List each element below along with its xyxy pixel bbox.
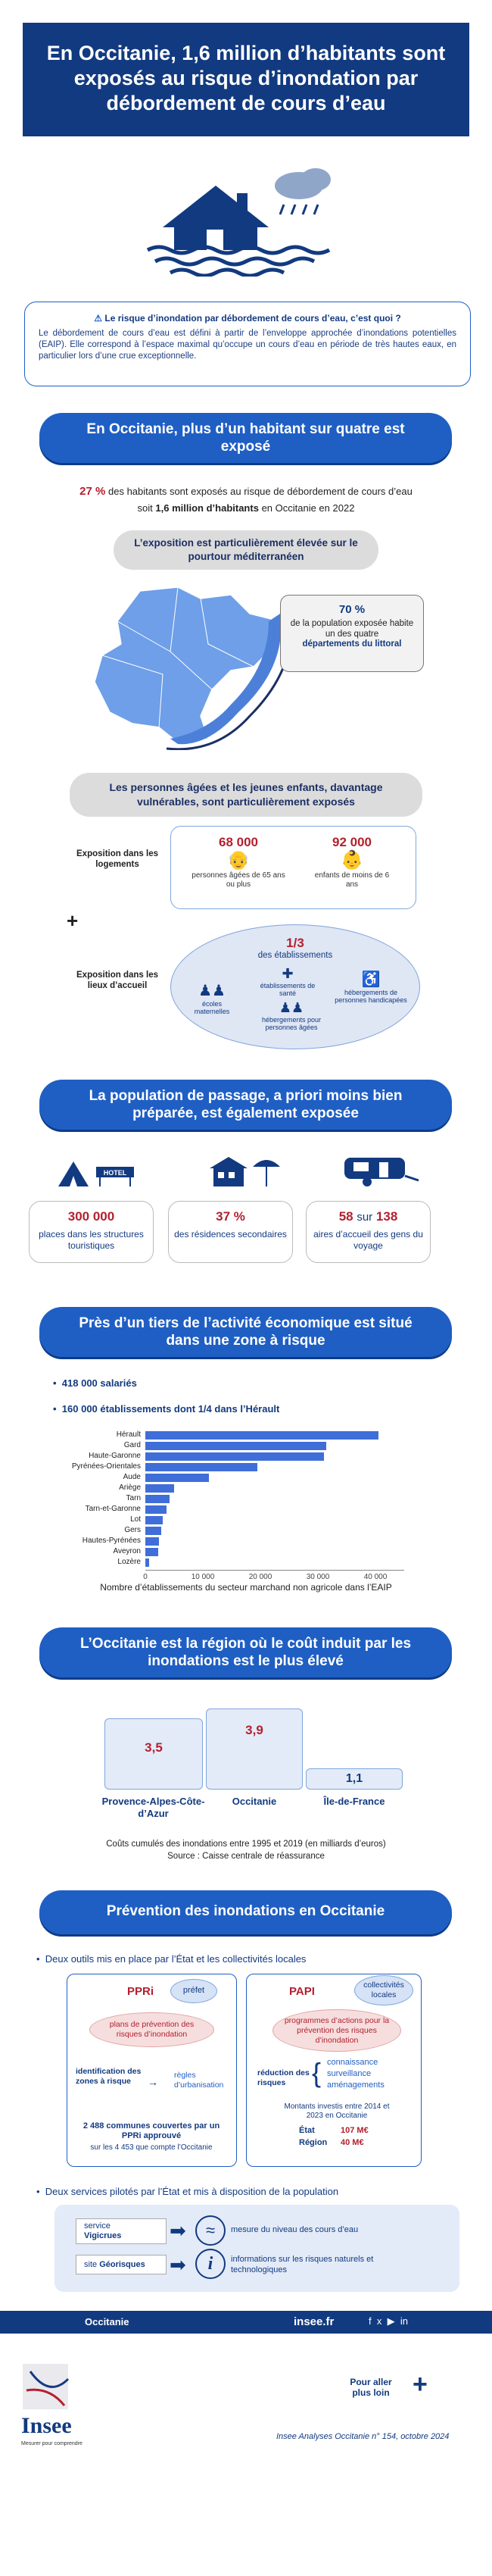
tagline: Mesurer pour comprendre xyxy=(21,2441,83,2446)
old-people xyxy=(189,835,288,889)
linkedin-icon[interactable]: in xyxy=(400,2315,408,2327)
footer-region: Occitanie xyxy=(85,2316,129,2327)
twitter-icon[interactable]: x xyxy=(376,2315,382,2327)
bar xyxy=(145,1558,149,1567)
schools xyxy=(185,981,238,1015)
disab xyxy=(333,970,409,1004)
bar-label: Gers xyxy=(124,1526,141,1534)
serv2-desc: informations sur les risques naturels et technologiques xyxy=(231,2255,374,2274)
x-tick-label: 0 xyxy=(143,1573,148,1581)
montants: Montants investis entre 2014 et 2023 en Occitanie xyxy=(284,2102,390,2120)
bar xyxy=(145,1431,378,1440)
secondary-num: 37 % xyxy=(216,1209,245,1224)
k1: connaissance xyxy=(327,2058,378,2067)
page-title: En Occitanie, 1,6 million d’habitants sont exposés au risque d’inondation par débordement de cours d’eau xyxy=(46,42,446,114)
bar-label: Lot xyxy=(130,1515,141,1524)
stat-line-2 xyxy=(30,502,462,514)
header-banner xyxy=(23,23,469,136)
tools-bullet-text: Deux outils mis en place par l’État et les collectivités locales xyxy=(45,1953,307,1965)
tourism-text: places dans les structures touristiques xyxy=(39,1229,144,1251)
bar xyxy=(145,1527,161,1535)
callout-pct: 70 % xyxy=(338,603,366,616)
hospital-icon: ✚ xyxy=(282,966,294,981)
schools-text: écoles maternelles xyxy=(194,1000,230,1015)
bar-label: Pyrénées-Orientales xyxy=(71,1462,141,1471)
bar-label: Haute-Garonne xyxy=(89,1452,141,1460)
cost-occitanie xyxy=(206,1708,303,1790)
prefet-badge: préfet xyxy=(170,1979,217,2003)
communes: 2 488 communes couvertes par un PPRi approuvé xyxy=(83,2121,220,2140)
bar xyxy=(145,1463,257,1471)
regles: règles d’urbanisation xyxy=(174,2071,224,2090)
bar xyxy=(145,1548,158,1556)
bar-label: Tarn-et-Garonne xyxy=(85,1505,141,1513)
cost-paca xyxy=(104,1718,203,1790)
plus-sign: + xyxy=(67,909,79,932)
callout-bold: départements du littoral xyxy=(302,639,402,649)
serv1b: Vigicrues xyxy=(84,2231,122,2240)
bar xyxy=(145,1495,170,1503)
etat-label: État xyxy=(299,2126,315,2135)
frac-text: des établissements xyxy=(257,951,333,960)
serv2b: Géorisques xyxy=(99,2260,145,2269)
stat-pct: 27 % xyxy=(79,485,106,498)
bullet-2-text: 160 000 établissements dont 1/4 dans l’Hérault xyxy=(61,1403,280,1415)
travellers-text: aires d’accueil des gens du voyage xyxy=(313,1229,423,1251)
section3-title: La population de passage, a priori moins bien préparée, est également exposée xyxy=(39,1080,452,1130)
elderly-couple-icon: ♟♟ xyxy=(279,1000,304,1015)
stat-text-2b: en Occitanie en 2022 xyxy=(261,502,355,514)
etat-val: 107 M€ xyxy=(341,2126,369,2135)
intro-text: Le débordement de cours d’eau est défini à partir de l’enveloppe approchée d’inondations potentielles (EAIP). Elle correspond à l’espace maximal qu’occupe un cours d’eau en période de très hautes eaux, en particulier lors d’une crue exceptionnelle. xyxy=(39,329,456,361)
serv1-desc: mesure du niveau des cours d’eau xyxy=(231,2225,359,2234)
label-occ: Occitanie xyxy=(232,1796,277,1807)
kids-text: enfants de moins de 6 ans xyxy=(314,871,390,889)
cost-idf-value: 1,1 xyxy=(345,1772,363,1785)
section2-subtitle: Les personnes âgées et les jeunes enfants, davantage vulnérables, sont particulièrement exposés xyxy=(70,773,422,817)
stat-text-2a: soit xyxy=(137,502,153,514)
k2: surveillance xyxy=(327,2069,372,2078)
bar-label: Ariège xyxy=(119,1483,141,1492)
travellers-num xyxy=(311,1209,425,1224)
tools-bullet: • Deux outils mis en place par l’État et les collectivités locales xyxy=(36,1953,307,1965)
stat-bold: 1,6 million d’habitants xyxy=(155,502,259,514)
flooded-house-icon xyxy=(140,163,352,277)
social-icons xyxy=(369,2315,408,2327)
frac-num: 1/3 xyxy=(286,936,304,950)
ident: identification des zones à risque xyxy=(76,2067,142,2086)
hotel-sign-text: HOTEL xyxy=(103,1169,127,1177)
disab-text: hébergements de personnes handicapées xyxy=(335,989,407,1004)
section1-title: En Occitanie, plus d’un habitant sur quatre est exposé xyxy=(39,413,452,463)
services-bullet: • Deux services pilotés par l’État et mis à disposition de la population xyxy=(36,2186,339,2197)
arrow-icon-2: ➡ xyxy=(170,2253,186,2276)
bar-label: Gard xyxy=(123,1441,141,1449)
warning-icon: ⚠ xyxy=(94,313,103,324)
youtube-icon[interactable]: ▶ xyxy=(387,2315,395,2327)
ppri-title: PPRi xyxy=(127,1985,154,1998)
footer-bar xyxy=(0,2311,492,2334)
label-paca: Provence-Alpes-Côte-d’Azur xyxy=(101,1796,205,1819)
papi-prog: programmes d’actions pour la prévention des risques d’inondation xyxy=(272,2009,401,2052)
old-text: personnes âgées de 65 ans ou plus xyxy=(192,871,285,889)
cost-idf xyxy=(306,1768,403,1790)
publication-ref: Insee Analyses Occitanie n° 154, octobre 2024 xyxy=(276,2432,450,2441)
bullet-1-text: 418 000 salariés xyxy=(61,1377,137,1389)
stat-line-1 xyxy=(30,485,462,498)
bar-label: Aveyron xyxy=(113,1547,141,1555)
x-tick-label: 40 000 xyxy=(363,1573,388,1581)
wheelchair-icon: ♿ xyxy=(361,971,381,988)
bar-label: Lozère xyxy=(117,1558,141,1566)
serv1a: service xyxy=(84,2221,111,2231)
health xyxy=(257,966,318,997)
occitanie-map xyxy=(87,583,291,750)
kids-num: 92 000 xyxy=(332,835,372,849)
bar-label: Hérault xyxy=(116,1430,141,1439)
more-link[interactable]: Pour aller plus loin xyxy=(350,2377,392,2398)
bar xyxy=(145,1537,159,1546)
child-icon: 👶 xyxy=(341,850,363,871)
bar-label: Aude xyxy=(123,1473,141,1481)
vigicrues-label xyxy=(76,2218,167,2244)
secondary-text: des résidences secondaires xyxy=(174,1229,287,1240)
health-text: établissements de santé xyxy=(260,982,316,997)
cost-caption-2: Source : Caisse centrale de réassurance xyxy=(167,1852,325,1861)
tent-hotel-icon xyxy=(54,1158,138,1188)
travellers-box xyxy=(306,1201,431,1263)
label-housing: Exposition dans les logements xyxy=(76,849,158,869)
cost-paca-value: 3,5 xyxy=(145,1740,163,1755)
bar xyxy=(145,1505,167,1514)
intro-question: Le risque d’inondation par débordement de cours d’eau, c’est quoi ? xyxy=(104,313,401,324)
footer-site[interactable]: insee.fr xyxy=(294,2315,335,2328)
cost-occ-value: 3,9 xyxy=(245,1723,263,1737)
brand: Insee xyxy=(21,2413,72,2438)
label-places: Exposition dans les lieux d’accueil xyxy=(76,971,158,990)
collect-badge: collectivités locales xyxy=(354,1975,413,2005)
establishments-bar-chart xyxy=(0,1424,492,1581)
bar xyxy=(145,1442,326,1450)
bar xyxy=(145,1452,324,1461)
travellers-num-a: 58 xyxy=(338,1209,353,1224)
facebook-icon[interactable]: f xyxy=(369,2315,372,2327)
x-tick-label: 10 000 xyxy=(191,1573,215,1581)
georisques-label xyxy=(76,2255,167,2274)
insee-logo xyxy=(19,2360,72,2413)
house-umbrella-icon xyxy=(206,1153,289,1188)
callout-text: de la population exposée habite un des quatre xyxy=(290,619,414,639)
brace-icon: { xyxy=(312,2057,322,2088)
kids xyxy=(310,835,394,889)
elderly-homes-text: hébergements pour personnes âgées xyxy=(261,1016,322,1031)
communes-sub: sur les 4 453 que compte l’Occitanie xyxy=(90,2143,213,2152)
stat-text-1: des habitants sont exposés au risque de débordement de cours d’eau xyxy=(108,486,413,497)
papi-title: PAPI xyxy=(289,1985,315,1998)
littoral-callout xyxy=(280,595,424,672)
intro-box xyxy=(24,302,471,386)
section1-subtitle: L’exposition est particulièrement élevée sur le pourtour méditerranéen xyxy=(114,530,378,570)
k3: aménagements xyxy=(327,2080,385,2090)
bar-label: Hautes-Pyrénées xyxy=(82,1537,141,1545)
arrow-right-icon: → xyxy=(148,2076,158,2088)
cost-caption-1: Coûts cumulés des inondations entre 1995 et 2019 (en milliards d’euros) xyxy=(106,1840,386,1849)
x-tick-label: 20 000 xyxy=(248,1573,272,1581)
info-icon: i xyxy=(195,2249,226,2279)
tourism-box xyxy=(29,1201,154,1263)
chart-caption: Nombre d’établissements du secteur marchand non agricole dans l’EAIP xyxy=(100,1582,392,1593)
elderly-icon: 👴 xyxy=(227,850,250,871)
caravan-icon xyxy=(337,1153,428,1188)
x-axis xyxy=(145,1570,404,1571)
region-val: 40 M€ xyxy=(341,2138,364,2147)
school-children-icon: ♟♟ xyxy=(198,983,226,999)
water-level-icon: ≈ xyxy=(195,2215,226,2246)
plus-icon[interactable]: + xyxy=(413,2370,428,2399)
bullet-1: • 418 000 salariés xyxy=(53,1377,137,1389)
section6-title: Prévention des inondations en Occitanie xyxy=(39,1890,452,1934)
bar xyxy=(145,1474,209,1482)
arrow-icon-1: ➡ xyxy=(170,2219,186,2242)
frac xyxy=(246,936,344,960)
x-tick-label: 30 000 xyxy=(306,1573,330,1581)
region-label: Région xyxy=(299,2138,328,2147)
travellers-num-c: 138 xyxy=(375,1209,398,1224)
bar xyxy=(145,1484,174,1493)
reduction: réduction des risques xyxy=(257,2068,310,2087)
bar-label: Tarn xyxy=(126,1494,141,1502)
label-idf: Île-de-France xyxy=(323,1796,385,1807)
old-num: 68 000 xyxy=(219,835,258,849)
bullet-2: • 160 000 établissements dont 1/4 dans l’Hérault xyxy=(53,1403,280,1415)
secondary-box xyxy=(168,1201,293,1263)
bar xyxy=(145,1516,163,1524)
elderly-homes xyxy=(250,1000,333,1031)
services-bullet-text: Deux services pilotés par l’État et mis à disposition de la population xyxy=(45,2186,339,2197)
tourism-num: 300 000 xyxy=(67,1209,115,1224)
section4-title: Près d’un tiers de l’activité économique est situé dans une zone à risque xyxy=(39,1307,452,1357)
ppri-plans: plans de prévention des risques d’inondation xyxy=(89,2012,214,2047)
serv2a: site xyxy=(84,2260,98,2269)
travellers-sur: sur xyxy=(357,1211,373,1224)
section5-title: L’Occitanie est la région où le coût induit par les inondations est le plus élevé xyxy=(39,1627,452,1677)
